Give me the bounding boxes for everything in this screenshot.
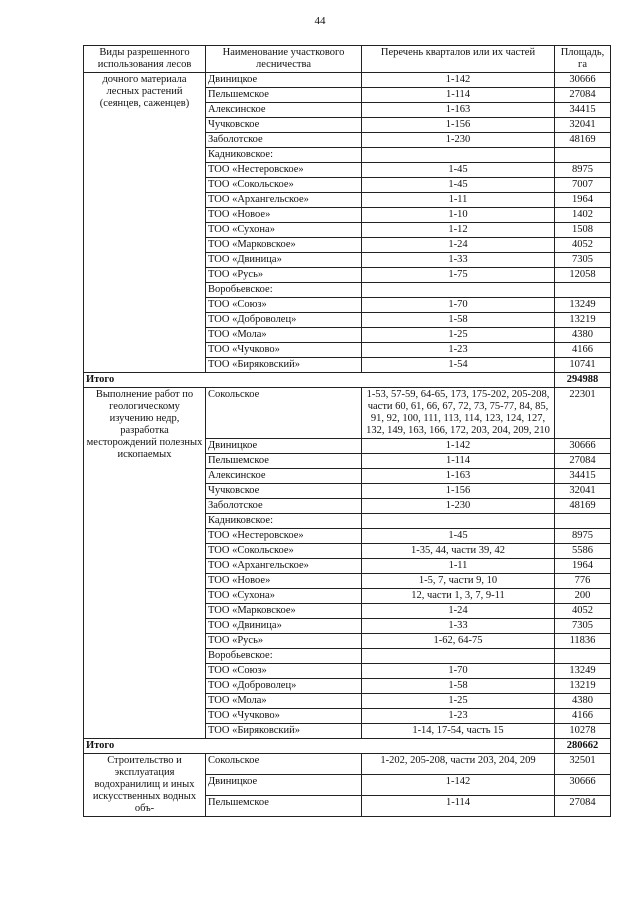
forestry-name-cell: Кадниковское:	[206, 148, 362, 163]
total-area: 280662	[555, 739, 611, 754]
total-row	[84, 739, 611, 754]
forestry-name-cell: Чучковское	[206, 484, 362, 499]
forestry-name-cell: ТОО «Чучково»	[206, 343, 362, 358]
quarters-cell: 1-142	[362, 439, 555, 454]
quarters-cell	[362, 514, 555, 529]
total-row	[84, 373, 611, 388]
forestry-name-cell: ТОО «Марковское»	[206, 604, 362, 619]
area-cell	[555, 148, 611, 163]
forestry-name-cell: ТОО «Сокольское»	[206, 544, 362, 559]
quarters-cell: 1-230	[362, 499, 555, 514]
quarters-cell: 1-11	[362, 193, 555, 208]
quarters-cell: 1-25	[362, 694, 555, 709]
forestry-name-cell: ТОО «Нестеровское»	[206, 163, 362, 178]
forestry-name-cell: Пельшемское	[206, 454, 362, 469]
area-cell	[555, 283, 611, 298]
forestry-name-cell: ТОО «Биряковский»	[206, 358, 362, 373]
quarters-cell: 1-45	[362, 163, 555, 178]
forestry-name-cell: ТОО «Биряковский»	[206, 724, 362, 739]
total-label: Итого	[84, 739, 555, 754]
forestry-name-cell: ТОО «Сокольское»	[206, 178, 362, 193]
quarters-cell: 1-54	[362, 358, 555, 373]
area-cell: 10741	[555, 358, 611, 373]
quarters-cell: 1-24	[362, 238, 555, 253]
area-cell: 48169	[555, 133, 611, 148]
forestry-name-cell: ТОО «Мола»	[206, 328, 362, 343]
quarters-cell: 1-156	[362, 118, 555, 133]
quarters-cell: 1-45	[362, 178, 555, 193]
area-cell: 22301	[555, 388, 611, 439]
table-row	[84, 73, 611, 88]
area-cell: 4052	[555, 238, 611, 253]
forestry-name-cell: ТОО «Новое»	[206, 574, 362, 589]
area-cell: 1402	[555, 208, 611, 223]
quarters-cell	[362, 148, 555, 163]
area-cell: 32041	[555, 118, 611, 133]
area-cell: 27084	[555, 796, 611, 817]
forestry-name-cell: ТОО «Архангельское»	[206, 193, 362, 208]
forestry-name-cell: ТОО «Доброволец»	[206, 679, 362, 694]
area-cell: 13249	[555, 298, 611, 313]
forestry-name-cell: ТОО «Марковское»	[206, 238, 362, 253]
area-cell: 30666	[555, 73, 611, 88]
forestry-name-cell: ТОО «Доброволец»	[206, 313, 362, 328]
area-cell: 11836	[555, 634, 611, 649]
quarters-cell: 1-45	[362, 529, 555, 544]
forestry-name-cell: ТОО «Новое»	[206, 208, 362, 223]
forestry-name-cell: Двиницкое	[206, 775, 362, 796]
forestry-name-cell: Алексинское	[206, 469, 362, 484]
forestry-name-cell: Чучковское	[206, 118, 362, 133]
table-header-row	[84, 46, 611, 73]
area-cell: 13249	[555, 664, 611, 679]
quarters-cell: 1-142	[362, 775, 555, 796]
forestry-name-cell: ТОО «Русь»	[206, 268, 362, 283]
area-cell: 776	[555, 574, 611, 589]
forestry-name-cell: Заболотское	[206, 499, 362, 514]
total-label: Итого	[84, 373, 555, 388]
area-cell: 4052	[555, 604, 611, 619]
forestry-name-cell: Алексинское	[206, 103, 362, 118]
area-cell: 34415	[555, 103, 611, 118]
header-forestry-name: Наименование участкового лесничества	[206, 46, 362, 73]
quarters-cell: 1-75	[362, 268, 555, 283]
quarters-cell: 1-5, 7, части 9, 10	[362, 574, 555, 589]
usage-type-cell: Выполнение работ по геологическому изучению недр, разработка месторождений полезных ископаемых	[84, 388, 206, 739]
area-cell: 4166	[555, 709, 611, 724]
quarters-cell: 1-33	[362, 619, 555, 634]
quarters-cell: 1-23	[362, 709, 555, 724]
quarters-cell: 1-12	[362, 223, 555, 238]
area-cell: 8975	[555, 163, 611, 178]
forestry-name-cell: Пельшемское	[206, 796, 362, 817]
forestry-name-cell: ТОО «Союз»	[206, 298, 362, 313]
forestry-name-cell: Воробьевское:	[206, 649, 362, 664]
header-quarters: Перечень кварталов или их частей	[362, 46, 555, 73]
forestry-name-cell: ТОО «Двиница»	[206, 619, 362, 634]
area-cell	[555, 649, 611, 664]
forestry-name-cell: Кадниковское:	[206, 514, 362, 529]
forestry-name-cell: ТОО «Архангельское»	[206, 559, 362, 574]
area-cell: 4380	[555, 328, 611, 343]
forestry-name-cell: ТОО «Сухона»	[206, 589, 362, 604]
quarters-cell: 1-10	[362, 208, 555, 223]
forestry-name-cell: ТОО «Союз»	[206, 664, 362, 679]
area-cell: 30666	[555, 439, 611, 454]
forestry-name-cell: ТОО «Русь»	[206, 634, 362, 649]
area-cell: 7305	[555, 619, 611, 634]
area-cell: 8975	[555, 529, 611, 544]
quarters-cell: 1-114	[362, 454, 555, 469]
table-body	[84, 73, 611, 817]
area-cell: 30666	[555, 775, 611, 796]
quarters-cell: 1-14, 17-54, часть 15	[362, 724, 555, 739]
area-cell: 4380	[555, 694, 611, 709]
area-cell	[555, 514, 611, 529]
quarters-cell: 1-58	[362, 679, 555, 694]
quarters-cell: 1-24	[362, 604, 555, 619]
area-cell: 13219	[555, 679, 611, 694]
quarters-cell: 1-11	[362, 559, 555, 574]
area-cell: 1508	[555, 223, 611, 238]
usage-type-cell: дочного материала лесных растений (сеянцев, саженцев)	[84, 73, 206, 373]
area-cell: 48169	[555, 499, 611, 514]
quarters-cell	[362, 649, 555, 664]
forestry-name-cell: Двиницкое	[206, 439, 362, 454]
area-cell: 7305	[555, 253, 611, 268]
quarters-cell: 1-35, 44, части 39, 42	[362, 544, 555, 559]
table-row	[84, 388, 611, 439]
quarters-cell: 1-114	[362, 796, 555, 817]
forestry-name-cell: Сокольское	[206, 754, 362, 775]
header-area: Площадь, га	[555, 46, 611, 73]
quarters-cell: 1-53, 57-59, 64-65, 173, 175-202, 205-208, части 60, 61, 66, 67, 72, 73, 75-77, 84, 85, 91, 92, 100, 111, 113, 114, 123, 124, 127, 132, 149, 163, 166, 172, 203, 204, 209, 210	[362, 388, 555, 439]
quarters-cell: 1-163	[362, 469, 555, 484]
forestry-name-cell: Воробьевское:	[206, 283, 362, 298]
forest-use-table	[83, 45, 611, 817]
header-usage-type: Виды разрешенного использования лесов	[84, 46, 206, 73]
table-row	[84, 754, 611, 775]
area-cell: 27084	[555, 88, 611, 103]
quarters-cell: 1-25	[362, 328, 555, 343]
usage-type-cell: Строительство и эксплуатация водохранилищ и иных искусственных водных объ-	[84, 754, 206, 817]
forestry-name-cell: Пельшемское	[206, 88, 362, 103]
area-cell: 1964	[555, 559, 611, 574]
forestry-name-cell: ТОО «Чучково»	[206, 709, 362, 724]
total-area: 294988	[555, 373, 611, 388]
area-cell: 5586	[555, 544, 611, 559]
quarters-cell: 1-62, 64-75	[362, 634, 555, 649]
forestry-name-cell: ТОО «Мола»	[206, 694, 362, 709]
forestry-name-cell: ТОО «Нестеровское»	[206, 529, 362, 544]
quarters-cell: 1-70	[362, 298, 555, 313]
quarters-cell: 1-33	[362, 253, 555, 268]
area-cell: 1964	[555, 193, 611, 208]
area-cell: 200	[555, 589, 611, 604]
area-cell: 12058	[555, 268, 611, 283]
quarters-cell: 1-202, 205-208, части 203, 204, 209	[362, 754, 555, 775]
quarters-cell	[362, 283, 555, 298]
forestry-name-cell: Сокольское	[206, 388, 362, 439]
quarters-cell: 1-163	[362, 103, 555, 118]
quarters-cell: 12, части 1, 3, 7, 9-11	[362, 589, 555, 604]
forestry-name-cell: Двиницкое	[206, 73, 362, 88]
area-cell: 32041	[555, 484, 611, 499]
area-cell: 13219	[555, 313, 611, 328]
quarters-cell: 1-142	[362, 73, 555, 88]
quarters-cell: 1-70	[362, 664, 555, 679]
area-cell: 10278	[555, 724, 611, 739]
area-cell: 27084	[555, 454, 611, 469]
forestry-name-cell: Заболотское	[206, 133, 362, 148]
page-number: 44	[314, 15, 326, 27]
quarters-cell: 1-114	[362, 88, 555, 103]
area-cell: 7007	[555, 178, 611, 193]
quarters-cell: 1-23	[362, 343, 555, 358]
forestry-name-cell: ТОО «Сухона»	[206, 223, 362, 238]
quarters-cell: 1-156	[362, 484, 555, 499]
area-cell: 32501	[555, 754, 611, 775]
quarters-cell: 1-58	[362, 313, 555, 328]
area-cell: 4166	[555, 343, 611, 358]
quarters-cell: 1-230	[362, 133, 555, 148]
forestry-name-cell: ТОО «Двиница»	[206, 253, 362, 268]
area-cell: 34415	[555, 469, 611, 484]
